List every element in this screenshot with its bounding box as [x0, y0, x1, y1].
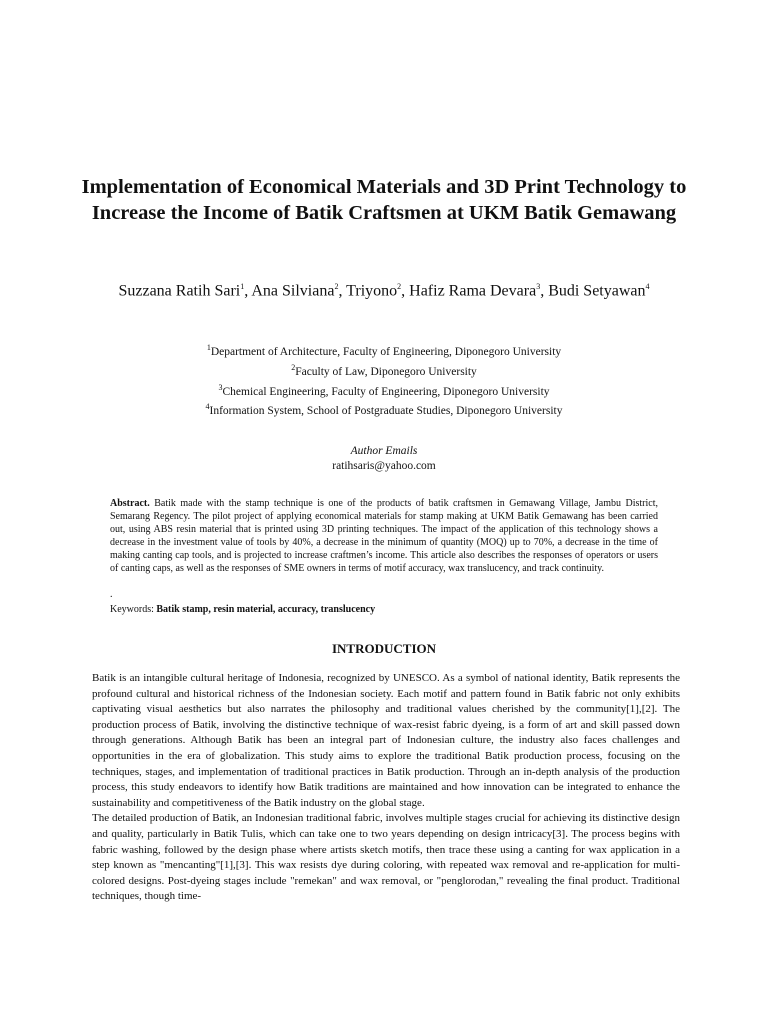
body-paragraph: Batik is an intangible cultural heritage of Indonesia, recognized by UNESCO. As a symbol of national identity, Batik represents the profound cultural and historical richness of the Indonesian society. Each motif and pattern found in Batik fabric not only exhibits captivating visual aesthetics but also narrates the philosophy and traditional values cherished by the community[1],[2]. The production process of Batik, involving the distinctive technique of wax-resist fabric dyeing, is a form of art and skill passed down through generations. Although Batik has been an integral part of Indonesian culture, the industry also faces challenges and opportunities in the era of globalization. This study aims to explore the traditional Batik production process, focusing on the techniques, stages, and implementation of traditional practices in Batik production. Through an in-depth analysis of the production process, this study endeavors to identify how Batik traditions are maintained and how innovation can be integrated to enhance the sustainability and competitiveness of the Batik industry on the global stage. — [92, 672, 680, 809]
abstract-heading: Abstract. — [110, 498, 150, 509]
abstract-text: Batik made with the stamp technique is one of the products of batik craftsmen in Gemawang Village, Jambu District, Semarang Regency. The pilot project of applying economical materials for stamp making at UKM Batik Gemawang has been carried out, using ABS resin material that is printed using 3D printing techniques. The impact of the application of this technology shows a decrease in the investment value of tools by 40%, a decrease in the minimum of quantity (MOQ) up to 70%, a decrease in the time of making canting cap tools, and is projected to increase craftmen’s income. This article also describes the responses of operators or users of canting caps, as well as the responses of SME owners in terms of motif accuracy, wax translucency, and track continuity. — [110, 498, 658, 575]
affiliation-line — [100, 380, 668, 400]
affiliation-text: Department of Architecture, Faculty of Engineering, Diponegoro University — [210, 345, 562, 358]
author-affiliation-mark: 1 — [240, 282, 245, 291]
keywords-values: Batik stamp, resin material, accuracy, translucency — [156, 604, 376, 615]
author-name: Hafiz Rama Devara — [409, 282, 537, 300]
author-affiliation-mark: 2 — [397, 282, 402, 291]
affiliation-list — [100, 340, 668, 419]
author-name: Triyono — [346, 282, 398, 300]
body-paragraph: The detailed production of Batik, an Indonesian traditional fabric, involves multiple stages crucial for achieving its distinctive design and quality, particularly in Batik Tulis, which can take one to two years depending on design intricacy[3]. The process begins with fabric washing, followed by the design phase where artists sketch motifs, then trace these using a canting for wax application in a step known as "mencanting"[1],[3]. This wax resists dye during coloring, with repeated wax removal and re-application for multi-colored designs. Post-dyeing stages include "remekan" and wax removal, or "penglorodan," revealing the final product. Traditional techniques, though time- — [92, 812, 680, 903]
affiliation-text: Information System, School of Postgraduate Studies, Diponegoro University — [209, 405, 563, 418]
affiliation-mark: 2 — [291, 362, 296, 372]
section-heading-introduction: INTRODUCTION — [331, 641, 436, 656]
introduction-body — [92, 671, 680, 905]
stray-dot: . — [110, 589, 113, 600]
author-affiliation-mark: 3 — [536, 282, 541, 291]
affiliation-text: Faculty of Law, Diponegoro University — [295, 365, 477, 378]
abstract — [110, 497, 658, 576]
author-email: ratihsaris@yahoo.com — [332, 460, 436, 472]
affiliation-mark: 4 — [205, 402, 210, 412]
author-list: Suzzana Ratih Sari$^1$, Ana Silviana$^2$, Triyono$^2$, Hafiz Rama Devara$^3$, Budi Setyawan$^4$ — [118, 282, 650, 300]
affiliation-line — [100, 340, 668, 360]
affiliation-line — [100, 360, 668, 380]
affiliation-mark: 3 — [218, 382, 223, 392]
affiliation-line — [100, 399, 668, 419]
author-name: Budi Setyawan — [548, 282, 646, 300]
author-name: Suzzana Ratih Sari — [118, 282, 241, 300]
keywords — [110, 603, 658, 616]
keywords-label: Keywords: — [110, 604, 154, 615]
author-name: Ana Silviana — [251, 282, 335, 300]
author-emails-label: Author Emails — [350, 445, 418, 457]
affiliation-text: Chemical Engineering, Faculty of Engineering, Diponegoro University — [222, 385, 550, 398]
affiliation-mark: 1 — [206, 343, 211, 352]
author-affiliation-mark: 2 — [334, 282, 339, 291]
author-affiliation-mark: 4 — [645, 282, 650, 291]
author-emails — [100, 444, 668, 474]
paper-title: Implementation of Economical Materials and 3D Print Technology to Increase the Income of Batik Craftsmen at UKM Batik Gemawang — [81, 176, 687, 224]
